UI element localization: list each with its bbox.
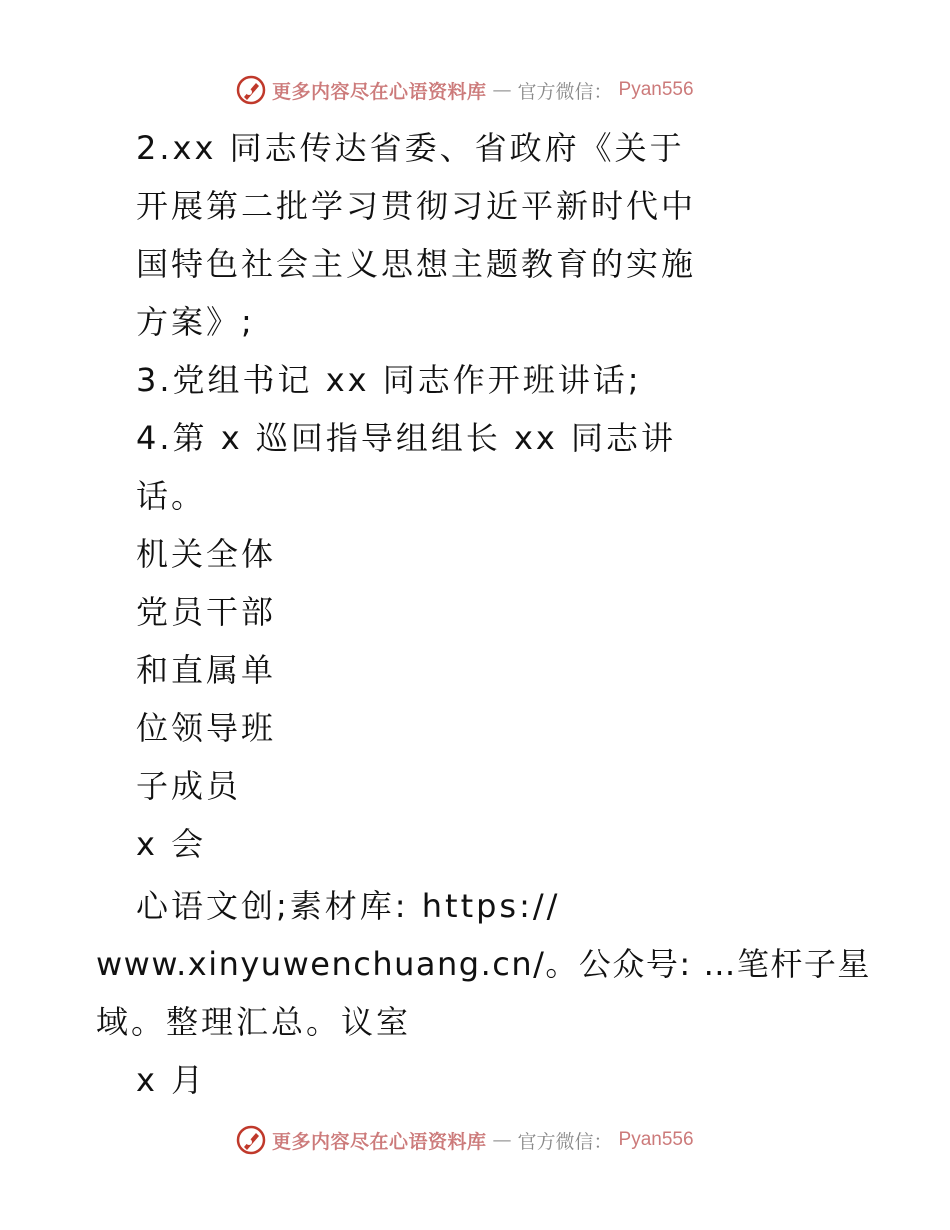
- text-line: 方案》;: [136, 303, 255, 341]
- text-line-url: www.xinyuwenchuang.cn/。公众号: …笔杆子星: [96, 945, 871, 983]
- header-watermark: [236, 72, 756, 108]
- footer-watermark: [236, 1122, 756, 1158]
- watermark-wechat-label: 官方微信：: [517, 80, 613, 103]
- text-line: 2.xx 同志传达省委、省政府《关于: [136, 129, 685, 167]
- text-line: 子成员: [136, 767, 242, 805]
- watermark-brand-text: 更多内容尽在心语资料库: [272, 80, 487, 103]
- text-line: 国特色社会主义思想主题教育的实施: [136, 245, 697, 283]
- text-line: 机关全体: [136, 535, 277, 573]
- watermark-wechat-label: 官方微信：: [517, 1130, 613, 1153]
- text-line: 4.第 x 巡回指导组组长 xx 同志讲: [136, 419, 677, 457]
- text-line: 开展第二批学习贯彻习近平新时代中: [136, 187, 697, 225]
- pen-logo-icon: [236, 1125, 266, 1155]
- text-line: 党员干部: [136, 593, 277, 631]
- text-line: 心语文创;素材库: https://: [136, 887, 561, 925]
- watermark-wechat-id: Pyan556: [618, 1129, 694, 1150]
- text-line: 域。整理汇总。议室: [96, 1003, 412, 1041]
- text-line: 位领导班: [136, 709, 277, 747]
- text-line: x 会: [136, 825, 207, 863]
- pen-logo-icon: [236, 75, 266, 105]
- watermark-brand-text: 更多内容尽在心语资料库: [272, 1130, 487, 1153]
- text-line: 和直属单: [136, 651, 277, 689]
- text-line: x 月: [136, 1061, 207, 1099]
- watermark-separator: —: [492, 79, 512, 101]
- watermark-separator: —: [492, 1129, 512, 1151]
- watermark-wechat-id: Pyan556: [618, 79, 694, 100]
- text-line: 3.党组书记 xx 同志作开班讲话;: [136, 361, 642, 399]
- text-line: 话。: [136, 477, 207, 515]
